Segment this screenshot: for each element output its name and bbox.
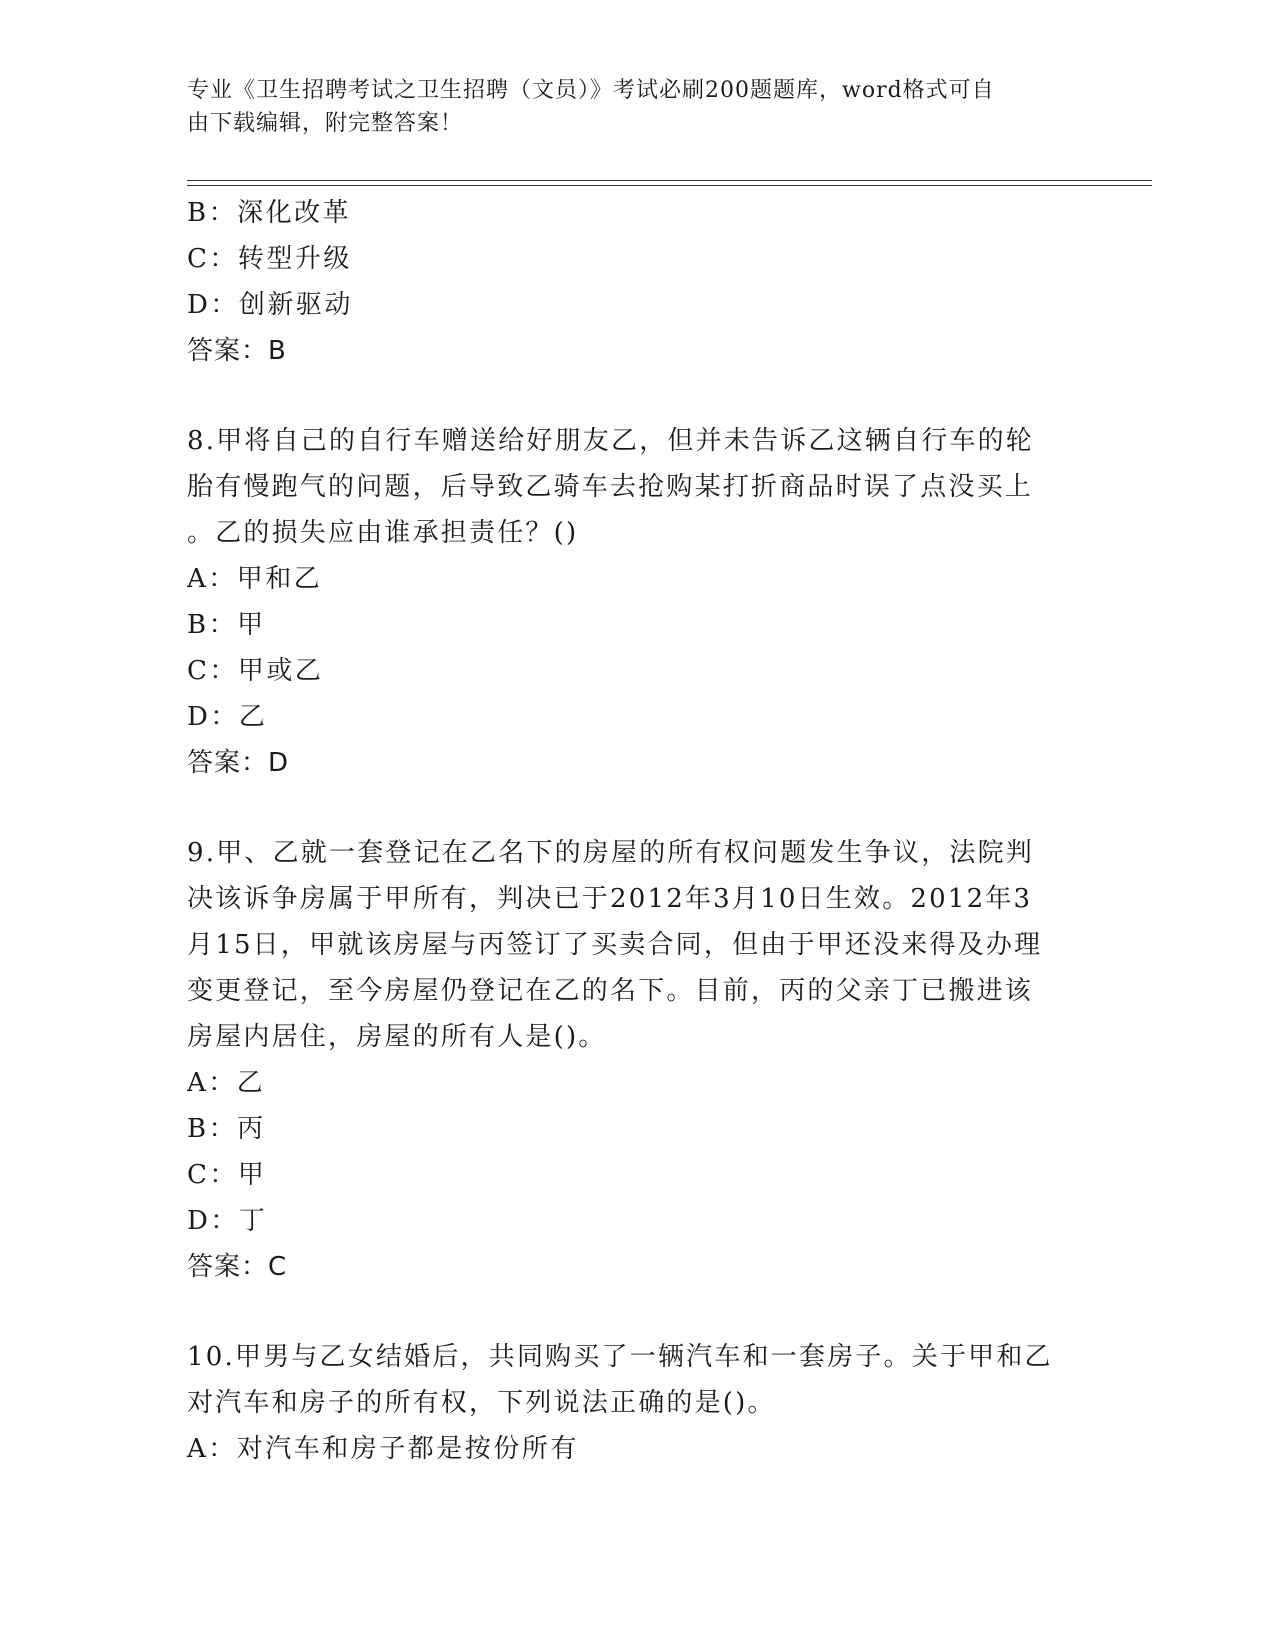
option-b: B：甲 xyxy=(187,610,266,640)
question-line: 房屋内居住，房屋的所有人是()。 xyxy=(187,1022,607,1052)
question-list xyxy=(187,190,1077,1472)
question-line: 9.甲、乙就一套登记在乙名下的房屋的所有权问题发生争议，法院判 xyxy=(187,838,1035,868)
option-a: A：甲和乙 xyxy=(187,564,323,594)
answer-line: 答案：C xyxy=(187,1252,288,1282)
option-d: D：乙 xyxy=(187,702,268,732)
question-text xyxy=(187,1334,1077,1426)
option-b: B：丙 xyxy=(187,1114,266,1144)
option-a: A：对汽车和房子都是按份所有 xyxy=(187,1434,579,1464)
question-line: 对汽车和房子的所有权，下列说法正确的是()。 xyxy=(187,1388,776,1418)
question-9 xyxy=(187,830,1077,1290)
previous-question-tail xyxy=(187,190,1077,374)
header-divider xyxy=(187,180,1152,186)
question-text xyxy=(187,830,1077,1060)
question-line: 胎有慢跑气的问题，后导致乙骑车去抢购某打折商品时误了点没买上 xyxy=(187,472,1034,502)
document-header xyxy=(187,74,1067,140)
question-line: 。乙的损失应由谁承担责任？() xyxy=(187,518,579,548)
option-a: A：乙 xyxy=(187,1068,266,1098)
question-10 xyxy=(187,1334,1077,1472)
option-d: D：创新驱动 xyxy=(187,290,353,320)
question-line: 变更登记，至今房屋仍登记在乙的名下。目前，丙的父亲丁已搬进该 xyxy=(187,976,1034,1006)
question-line: 10.甲男与乙女结婚后，共同购买了一辆汽车和一套房子。关于甲和乙 xyxy=(187,1342,1053,1372)
question-line: 8.甲将自己的自行车赠送给好朋友乙，但并未告诉乙这辆自行车的轮 xyxy=(187,426,1035,456)
answer-line: 答案：D xyxy=(187,748,290,778)
answer-line: 答案：B xyxy=(187,336,287,366)
header-title-line-1: 专业《卫生招聘考试之卫生招聘（文员）》考试必刷200题题库，word格式可自 xyxy=(187,78,995,103)
question-line: 月15日，甲就该房屋与丙签订了买卖合同，但由于甲还没来得及办理 xyxy=(187,930,1043,960)
question-8 xyxy=(187,418,1077,786)
option-c: C：甲 xyxy=(187,1160,267,1190)
option-c: C：甲或乙 xyxy=(187,656,324,686)
header-title-line-2: 由下载编辑，附完整答案！ xyxy=(187,111,464,136)
option-b: B：深化改革 xyxy=(187,198,352,228)
option-d: D：丁 xyxy=(187,1206,268,1236)
question-line: 决该诉争房属于甲所有，判决已于2012年3月10日生效。2012年3 xyxy=(187,884,1033,914)
question-text xyxy=(187,418,1077,556)
option-c: C：转型升级 xyxy=(187,244,352,274)
